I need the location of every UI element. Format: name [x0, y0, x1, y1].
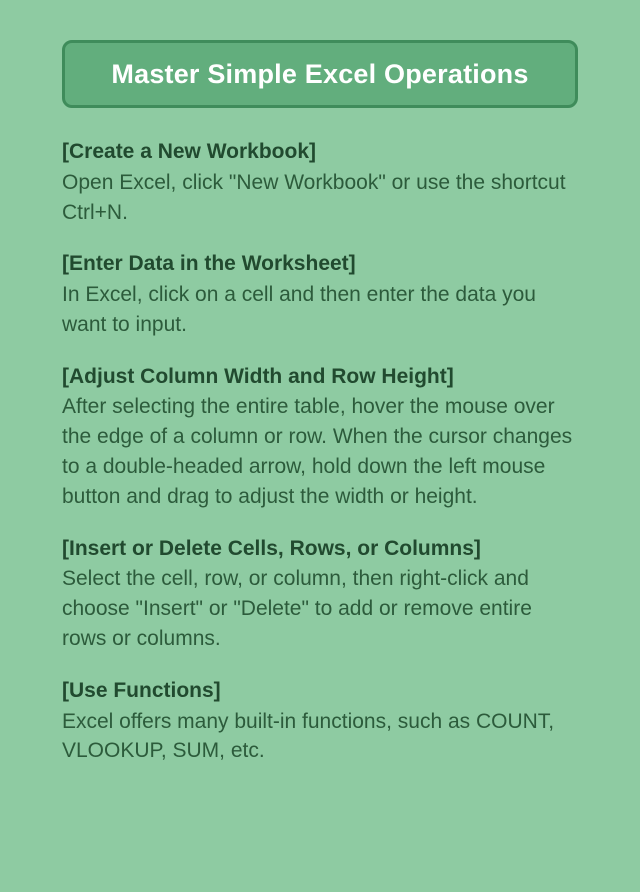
page-title: Master Simple Excel Operations [111, 58, 529, 89]
section-adjust-column-width [62, 363, 578, 512]
section-create-new-workbook [62, 138, 578, 227]
section-body: Select the cell, row, or column, then right-click and choose "Insert" or "Delete" to add or remove entire rows or columns. [62, 567, 532, 650]
section-body: In Excel, click on a cell and then enter the data you want to input. [62, 283, 536, 336]
section-heading: [Use Functions] [62, 678, 221, 702]
section-heading: [Create a New Workbook] [62, 140, 316, 163]
section-insert-or-delete [62, 535, 578, 654]
section-body: Open Excel, click "New Workbook" or use the shortcut Ctrl+N. [62, 170, 566, 224]
infographic-page [0, 40, 640, 892]
section-heading: [Enter Data in the Worksheet] [62, 252, 356, 276]
section-heading: [Insert or Delete Cells, Rows, or Columns] [62, 536, 481, 560]
title-card [62, 40, 578, 108]
section-heading: [Adjust Column Width and Row Height] [62, 364, 454, 388]
section-body: Excel offers many built-in functions, such as COUNT, VLOOKUP, SUM, etc. [62, 709, 555, 763]
sections-list [62, 138, 578, 766]
section-enter-data [62, 250, 578, 339]
section-use-functions [62, 677, 578, 766]
section-body: After selecting the entire table, hover the mouse over the edge of a column or row. When the cursor changes to a double-headed arrow, hold down the left mouse button and drag to adjust the width or height. [62, 395, 573, 508]
